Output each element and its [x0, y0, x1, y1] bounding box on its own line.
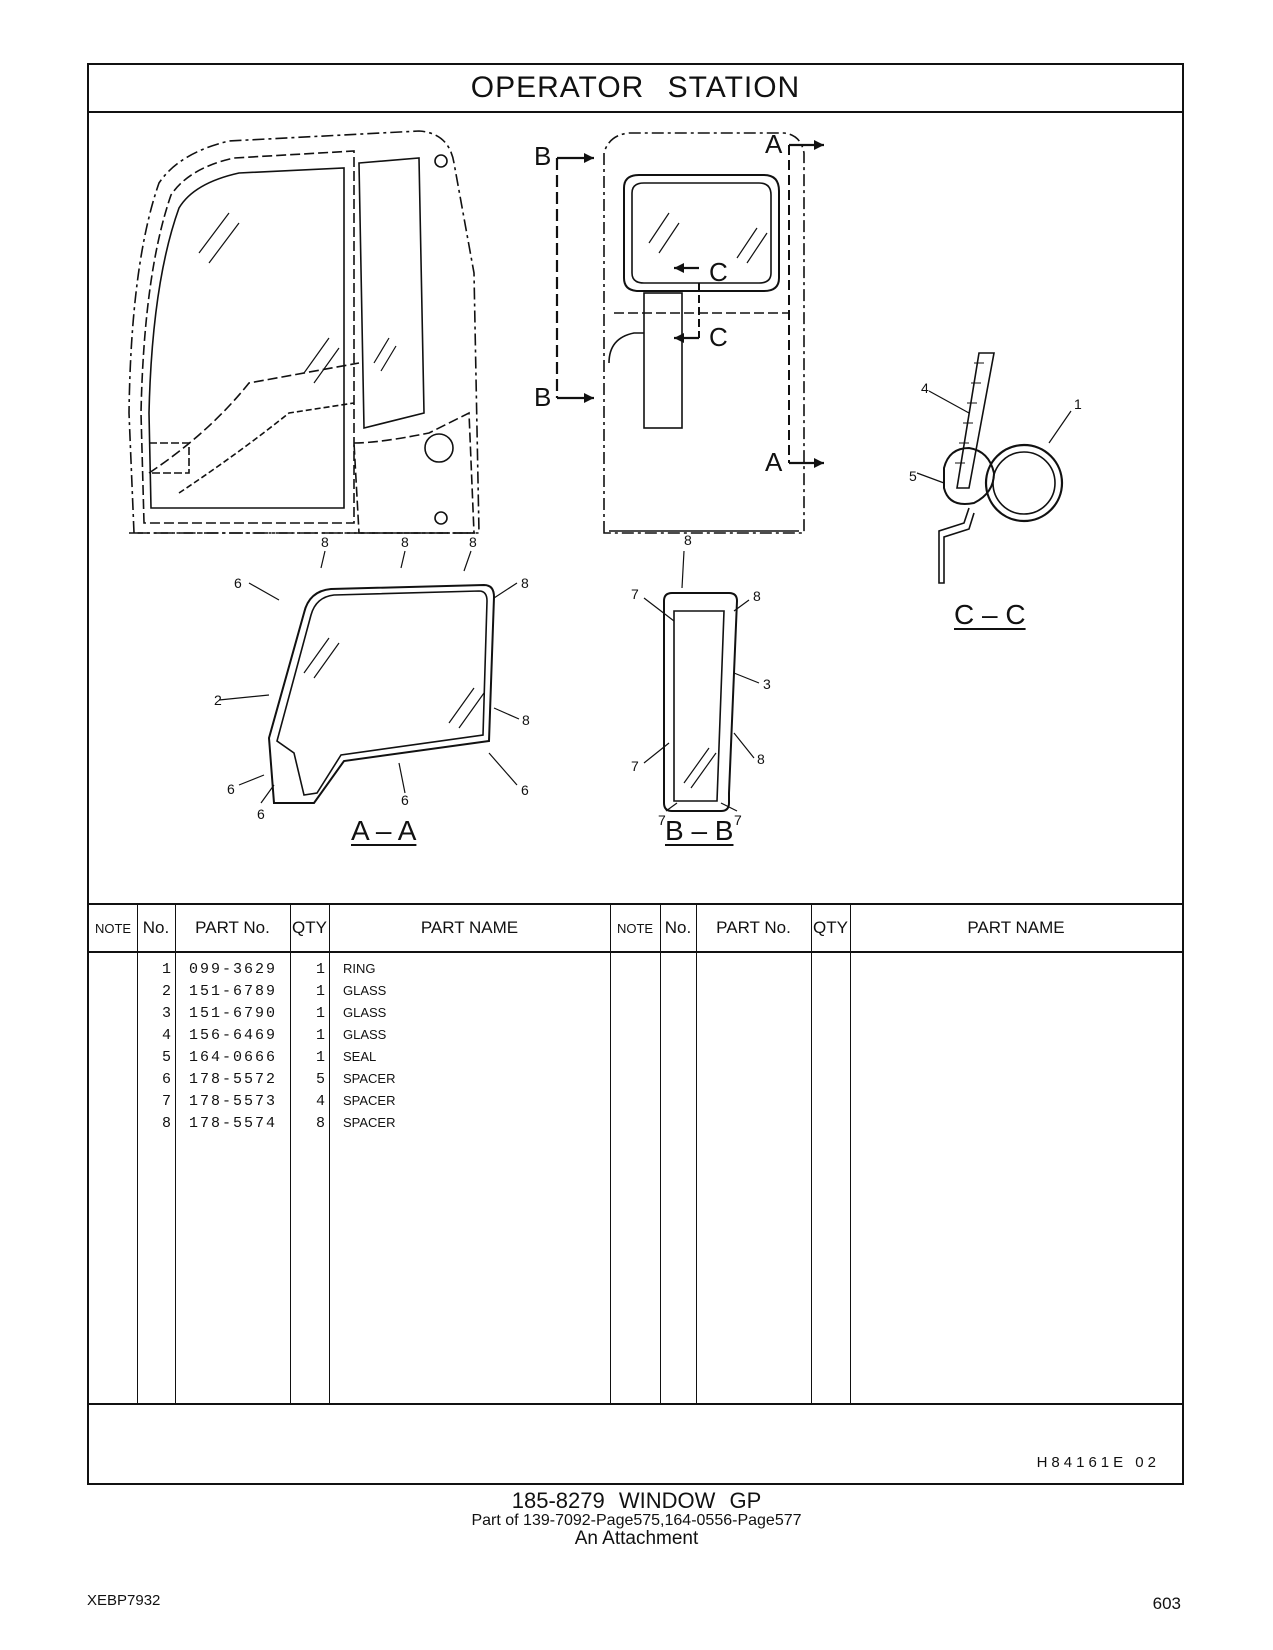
svg-text:8: 8 — [521, 575, 529, 591]
header-part-no: PART No. — [195, 918, 270, 937]
svg-text:8: 8 — [522, 712, 530, 728]
reference-code: H84161E 02 — [1036, 1454, 1160, 1471]
svg-text:8: 8 — [321, 534, 329, 550]
svg-text:8: 8 — [401, 534, 409, 550]
quantity: 1 — [315, 983, 325, 1000]
svg-text:6: 6 — [521, 782, 529, 798]
part-name: SPACER — [343, 1071, 396, 1086]
part-number: 156-6469 — [189, 1027, 278, 1044]
svg-text:2: 2 — [214, 692, 222, 708]
part-number-index: 8 — [161, 1115, 171, 1132]
part-number: 178-5574 — [189, 1115, 278, 1132]
svg-text:8: 8 — [753, 588, 761, 604]
cab-diagram — [89, 113, 1182, 903]
table-row — [89, 1005, 610, 1027]
header-no: No. — [142, 918, 170, 937]
parts-table — [89, 903, 1182, 1403]
glass-3-outline — [664, 593, 737, 811]
part-number: 151-6790 — [189, 1005, 278, 1022]
part-name: SEAL — [343, 1049, 377, 1064]
part-number-index: 1 — [161, 961, 171, 978]
part-number-index: 4 — [161, 1027, 171, 1044]
svg-text:8: 8 — [469, 534, 477, 550]
view-label-aa: A – A — [351, 815, 417, 846]
svg-text:8: 8 — [757, 751, 765, 767]
caption-title: 185-8279 WINDOW GP — [511, 1488, 762, 1513]
table-row — [89, 1093, 610, 1115]
document-id: XEBP7932 — [87, 1592, 161, 1609]
svg-text:6: 6 — [227, 781, 235, 797]
header-qty: QTY — [292, 918, 327, 937]
part-number: 164-0666 — [189, 1049, 278, 1066]
front-door-frame — [141, 151, 354, 523]
view-label-bb: B – B — [665, 815, 734, 846]
svg-text:5: 5 — [909, 468, 917, 484]
part-number-index: 7 — [161, 1093, 171, 1110]
marker-a-bottom: A — [765, 447, 783, 477]
reference-band — [89, 1403, 1182, 1483]
table-row — [89, 1115, 610, 1137]
part-number: 178-5572 — [189, 1071, 278, 1088]
svg-text:4: 4 — [921, 380, 929, 396]
table-row — [89, 1071, 610, 1093]
part-name: GLASS — [343, 1027, 387, 1042]
illustration-area — [89, 113, 1182, 903]
header-part-name: PART NAME — [420, 918, 519, 937]
table-row — [89, 983, 610, 1005]
part-name: GLASS — [343, 983, 387, 998]
parts-sheet — [87, 63, 1184, 1485]
svg-text:7: 7 — [734, 812, 742, 828]
svg-text:6: 6 — [257, 806, 265, 822]
page-title: OPERATOR STATION — [89, 65, 1182, 113]
table-row — [89, 1027, 610, 1049]
marker-c-bottom: C — [709, 322, 728, 352]
quantity: 5 — [315, 1071, 325, 1088]
page-number: 603 — [1152, 1594, 1181, 1613]
caption-part-of: Part of 139-7092-Page575,164-0556-Page577 — [471, 1512, 802, 1529]
svg-text:1: 1 — [1074, 396, 1082, 412]
svg-text:7: 7 — [631, 758, 639, 774]
part-number-index: 5 — [161, 1049, 171, 1066]
marker-b-top: B — [534, 141, 552, 171]
glass-2-outline — [269, 585, 494, 803]
part-name: SPACER — [343, 1115, 396, 1130]
quantity: 8 — [315, 1115, 325, 1132]
table-row — [89, 1049, 610, 1071]
mirror-mount-icon — [425, 434, 453, 462]
quantity: 1 — [315, 1027, 325, 1044]
quantity: 1 — [315, 1005, 325, 1022]
part-number-index: 2 — [161, 983, 171, 1000]
marker-b-bottom: B — [534, 382, 552, 412]
quantity: 4 — [315, 1093, 325, 1110]
header-qty-right: QTY — [813, 918, 848, 937]
svg-text:8: 8 — [684, 532, 692, 548]
marker-c-top: C — [709, 257, 728, 287]
part-number-index: 3 — [161, 1005, 171, 1022]
table-row — [89, 961, 610, 983]
marker-a-top: A — [765, 129, 783, 159]
header-part-no-right: PART No. — [716, 918, 791, 937]
svg-text:7: 7 — [631, 586, 639, 602]
quantity: 1 — [315, 961, 325, 978]
svg-text:6: 6 — [401, 792, 409, 808]
part-name: SPACER — [343, 1093, 396, 1108]
svg-text:7: 7 — [658, 812, 666, 828]
header-part-name-right: PART NAME — [967, 918, 1065, 937]
view-label-cc: C – C — [954, 599, 1026, 630]
svg-text:3: 3 — [763, 676, 771, 692]
part-number: 178-5573 — [189, 1093, 278, 1110]
quantity: 1 — [315, 1049, 325, 1066]
part-name: GLASS — [343, 1005, 387, 1020]
ring-1-section — [986, 445, 1062, 521]
side-glass-outline — [359, 158, 424, 428]
rear-glass-outline — [624, 175, 779, 291]
header-note: NOTE — [94, 920, 132, 936]
part-number: 099-3629 — [189, 961, 278, 978]
part-name: RING — [343, 961, 376, 976]
svg-text:6: 6 — [234, 575, 242, 591]
header-no-right: No. — [664, 918, 692, 937]
part-number: 151-6789 — [189, 983, 278, 1000]
caption-attachment: An Attachment — [574, 1528, 699, 1549]
front-glass-outline — [149, 168, 344, 508]
part-number-index: 6 — [161, 1071, 171, 1088]
header-note-right: NOTE — [616, 920, 654, 936]
